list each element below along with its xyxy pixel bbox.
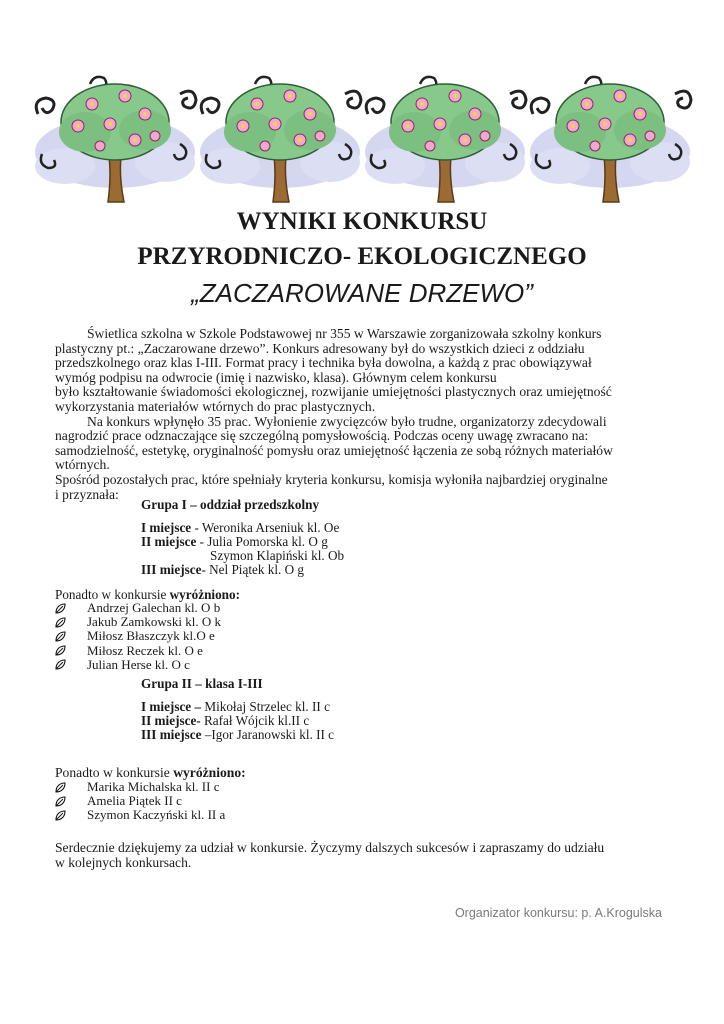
- place-label: II miejsce: [141, 534, 197, 549]
- closing-line: w kolejnych konkursach.: [55, 855, 192, 870]
- intro-line: Świetlica szkolna w Szkole Podstawowej nr 355 w Warszawie zorganizowała szkolny konkurs: [87, 326, 602, 341]
- list-item: [55, 629, 221, 643]
- closing-line: Serdecznie dziękujemy za udział w konkursie. Życzymy dalszych sukcesów i zapraszamy do udziału: [55, 840, 605, 855]
- honor-bold: wyróżniono:: [173, 765, 246, 780]
- honor-bold: wyróżniono:: [169, 587, 240, 602]
- honor-name: Andrzej Galechan kl. O b: [87, 600, 221, 615]
- group1-place2b: Szymon Klapiński kl. Ob: [210, 548, 345, 563]
- page-title: WYNIKI KONKURSU: [236, 208, 488, 235]
- intro-line: wykorzystania materiałów wtórnych do prac plastycznych.: [55, 398, 376, 414]
- leaf-bullet-icon: [55, 603, 87, 614]
- honor-prefix: Ponadto w konkursie: [55, 587, 170, 602]
- closing-text: [55, 840, 667, 870]
- list-item: [55, 780, 225, 794]
- leaf-bullet-icon: [55, 617, 87, 628]
- list-item: [55, 658, 221, 672]
- leaf-bullet-icon: [55, 659, 87, 670]
- place-label: III miejsce: [141, 727, 202, 742]
- intro-line: było kształtowanie świadomości ekologicznej, rozwijanie umiejętności plastycznych oraz umiejętność: [55, 384, 612, 400]
- place-winner: - Julia Pomorska kl. O g: [196, 534, 328, 549]
- flower-tree-icon: [360, 74, 530, 204]
- honor-prefix: Ponadto w konkursie: [55, 765, 174, 780]
- list-item: [55, 794, 225, 808]
- group2-honor-list: [55, 780, 225, 823]
- place-winner: Rafał Wójcik kl.II c: [200, 713, 310, 728]
- place-label: I miejsce –: [141, 699, 202, 714]
- flower-tree-icon: [30, 74, 200, 204]
- honor-name: Amelia Piątek II c: [87, 793, 182, 809]
- tree-decoration-row: [30, 74, 694, 204]
- group2-heading: Grupa II – klasa I-III: [141, 676, 263, 691]
- intro-text: [55, 327, 667, 502]
- flower-tree-icon: [195, 74, 365, 204]
- intro-line: Spośród pozostałych prac, które spełniały kryteria konkursu, komisja wyłoniła najbardziej oryginalne: [55, 471, 608, 487]
- place-label: III miejsce: [141, 562, 202, 577]
- contest-name: „ZACZAROWANE DRZEWO”: [191, 278, 533, 308]
- group1-heading: Grupa I – oddział przedszkolny: [141, 497, 320, 512]
- honor-name: Szymon Kaczyński kl. II a: [87, 807, 226, 823]
- honor-name: Jakub Zamkowski kl. O k: [87, 614, 221, 630]
- leaf-bullet-icon: [55, 796, 87, 807]
- place-winner: - Nel Piątek kl. O g: [201, 562, 304, 577]
- leaf-bullet-icon: [55, 782, 87, 793]
- place-label: I miejsce: [141, 520, 192, 535]
- leaf-bullet-icon: [55, 631, 87, 642]
- intro-line: samodzielność, estetykę, oryginalność pomysłu oraz umiejętność łączenia ze sobą różnych materiałów: [55, 442, 613, 458]
- list-item: [55, 808, 225, 822]
- flower-tree-icon: [525, 74, 695, 204]
- intro-line: wtórnych.: [55, 457, 110, 473]
- page-title-line2: PRZYRODNICZO- EKOLOGICZNEGO: [137, 243, 587, 270]
- intro-line: i przyznała:: [55, 486, 119, 502]
- group2-place3: [141, 728, 334, 742]
- honor-name: Miłosz Błaszczyk kl.O e: [87, 628, 215, 644]
- list-item: [55, 644, 221, 658]
- list-item: [55, 615, 221, 629]
- organizer-signature: Organizator konkursu: p. A.Krogulska: [454, 906, 662, 920]
- intro-line: plastyczny pt.: „Zaczarowane drzewo”. Konkurs adresowany był do wszystkich dzieci z oddziału: [55, 340, 585, 356]
- list-item: [55, 601, 221, 615]
- place-winner: - Weronika Arseniuk kl. Oe: [191, 520, 340, 535]
- leaf-bullet-icon: [55, 810, 87, 821]
- intro-line: przedszkolnego oraz klas I-III. Format pracy i technika była dowolna, a każdą z prac obowiązywał: [55, 355, 592, 371]
- leaf-bullet-icon: [55, 645, 87, 656]
- honor-name: Marika Michalska kl. II c: [87, 779, 220, 794]
- honor-name: Julian Herse kl. O c: [87, 656, 190, 672]
- place-label: II miejsce-: [141, 713, 201, 728]
- intro-line: wymóg podpisu na odwrocie (imię i nazwisko, klasa). Głównym celem konkursu: [55, 369, 497, 385]
- group1-place3: [141, 563, 304, 577]
- intro-line: Na konkurs wpłynęło 35 prac. Wyłonienie zwycięzców było trudne, organizatorzy zdecydowali: [87, 413, 607, 429]
- intro-line: nagrodzić prace odznaczające się szczególną pomysłowością. Podczas oceny uwagę zwracano na:: [55, 428, 589, 444]
- place-winner: –Igor Jaranowski kl. II c: [201, 727, 335, 742]
- place-winner: Mikołaj Strzelec kl. II c: [201, 699, 330, 714]
- honor-name: Miłosz Reczek kl. O e: [87, 642, 203, 658]
- group1-honor-list: [55, 601, 221, 672]
